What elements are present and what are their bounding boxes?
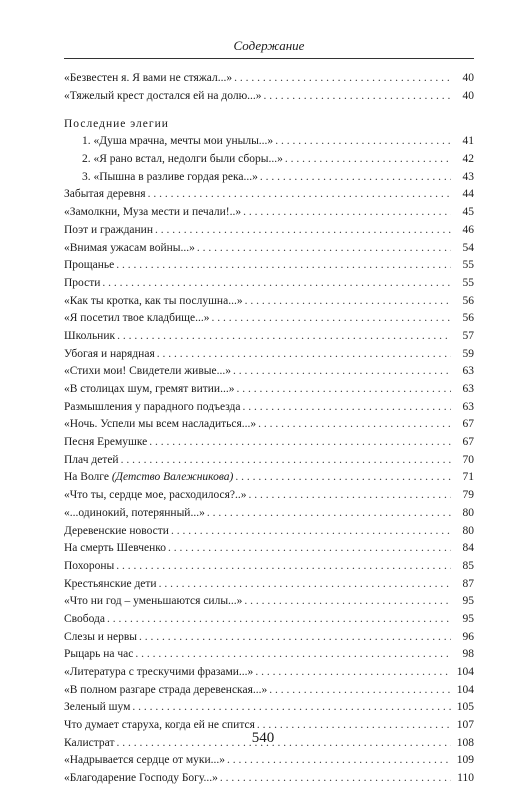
toc-entry — [64, 487, 474, 505]
toc-entry-page: 44 — [462, 188, 474, 201]
toc-entry-title-text: «Как ты кротка, как ты послушна...» — [64, 294, 243, 307]
leader-dots — [220, 770, 451, 788]
leader-dots — [243, 399, 451, 417]
toc-entry — [64, 434, 474, 452]
leader-dots — [148, 186, 451, 204]
toc-entry-page: 41 — [462, 135, 474, 148]
toc-entry — [64, 646, 474, 664]
header-rule — [64, 58, 474, 59]
leader-dots — [234, 70, 451, 88]
leader-dots — [116, 558, 451, 576]
toc-entry-title — [64, 593, 244, 611]
toc-entry-title-text: Похороны — [64, 559, 115, 572]
toc-entry-title-text: Забытая деревня — [64, 188, 146, 201]
toc-entry — [64, 133, 474, 151]
leader-dots — [249, 487, 452, 505]
toc-entry — [64, 593, 474, 611]
toc-entry-title-text: «Литература с трескучими фразами...» — [64, 666, 254, 678]
section-title: Последние элегии — [64, 118, 169, 131]
toc-group-main — [64, 186, 474, 787]
toc-entry — [64, 363, 474, 381]
table-of-contents — [64, 70, 474, 788]
leader-dots — [243, 204, 451, 222]
toc-entry-title-text: Школьник — [64, 329, 116, 342]
toc-entry-page: 63 — [462, 400, 474, 413]
toc-entry-title-text: «Тяжелый крест достался ей на долю...» — [64, 89, 262, 102]
toc-entry-title — [64, 416, 258, 434]
leader-dots — [107, 611, 451, 629]
toc-entry-title-text: 2. «Я рано встал, недолги были сборы...» — [82, 153, 283, 166]
toc-entry-page: 109 — [456, 754, 474, 767]
toc-group-top — [64, 70, 474, 105]
toc-entry-title — [64, 275, 102, 293]
toc-entry-page: 98 — [462, 648, 474, 661]
toc-entry-title-text: «Внимая ужасам войны...» — [64, 241, 195, 254]
toc-entry-page: 57 — [462, 329, 474, 342]
toc-entry-title — [64, 699, 132, 717]
toc-entry-page: 55 — [462, 259, 474, 272]
toc-entry-title-text: Размышления у парадного подъезда — [64, 400, 241, 413]
toc-entry-title — [64, 646, 135, 664]
toc-entry-title — [64, 346, 157, 364]
running-header: Содержание — [233, 38, 305, 53]
leader-dots — [285, 151, 451, 169]
toc-entry-page: 45 — [462, 206, 474, 219]
toc-entry — [64, 452, 474, 470]
leader-dots — [244, 593, 451, 611]
toc-entry-title-text: На Волге — [64, 471, 112, 484]
toc-entry-page: 43 — [462, 170, 474, 183]
toc-entry — [64, 399, 474, 417]
toc-entry-title-text: Прости — [64, 276, 101, 289]
toc-entry-title — [64, 611, 107, 629]
toc-entry-title-text: «Благодарение Господу Богу...» — [64, 772, 218, 785]
leader-dots — [255, 664, 451, 682]
toc-entry-title — [64, 186, 148, 204]
toc-entry-page: 104 — [456, 683, 474, 696]
leader-dots — [207, 505, 451, 523]
toc-entry-title-text: «Замолкни, Муза мести и печали!..» — [64, 206, 242, 219]
toc-entry-title — [64, 363, 233, 381]
leader-dots — [117, 328, 451, 346]
toc-entry-title-text: «Ночь. Успели мы всем насладиться...» — [64, 418, 257, 431]
toc-entry — [64, 310, 474, 328]
toc-entry-title-text: Плач детей — [64, 453, 119, 466]
toc-entry — [64, 505, 474, 523]
toc-entry-title-text: Песня Еремушке — [64, 436, 148, 449]
toc-entry — [64, 222, 474, 240]
toc-entry-page: 63 — [462, 365, 474, 378]
toc-entry-title — [64, 70, 234, 88]
toc-entry-page: 85 — [462, 559, 474, 572]
toc-entry — [64, 169, 474, 187]
toc-entry-page: 40 — [462, 89, 474, 102]
toc-entry-title-text: «В полном разгаре страда деревенская...» — [64, 683, 268, 696]
toc-entry-page: 105 — [456, 701, 474, 714]
toc-entry — [64, 664, 474, 682]
leader-dots — [159, 576, 451, 594]
leader-dots — [245, 293, 451, 311]
toc-entry-title-text: «Стихи мои! Свидетели живые...» — [64, 365, 231, 378]
toc-entry-page: 40 — [462, 72, 474, 84]
leader-dots — [235, 469, 451, 487]
toc-entry — [64, 523, 474, 541]
toc-entry-page: 42 — [462, 153, 474, 166]
leader-dots — [269, 682, 451, 700]
leader-dots — [171, 523, 451, 541]
toc-entry-page: 80 — [462, 524, 474, 537]
toc-entry-title — [64, 381, 236, 399]
leader-dots — [260, 169, 451, 187]
leader-dots — [155, 222, 451, 240]
toc-entry-title-text: Рыцарь на час — [64, 648, 134, 661]
toc-entry — [64, 576, 474, 594]
leader-dots — [149, 434, 451, 452]
toc-entry-title — [64, 682, 269, 700]
toc-entry-title — [64, 257, 116, 275]
toc-entry-title — [64, 576, 159, 594]
toc-group-sub — [64, 133, 474, 186]
toc-entry-page: 67 — [462, 436, 474, 449]
toc-entry — [64, 416, 474, 434]
leader-dots — [275, 133, 451, 151]
toc-entry-page: 55 — [462, 276, 474, 289]
leader-dots — [102, 275, 451, 293]
toc-entry-title-text: Что думает старуха, когда ей не спится — [64, 719, 255, 732]
toc-entry-title-text: «Что ты, сердце мое, расходилося?..» — [64, 489, 247, 502]
toc-entry-title — [64, 310, 212, 328]
toc-entry-page: 70 — [462, 453, 474, 466]
toc-entry — [64, 257, 474, 275]
toc-entry-title-text: «Я посетил твое кладбище...» — [64, 312, 210, 325]
toc-entry — [64, 346, 474, 364]
toc-entry-title — [64, 452, 121, 470]
toc-entry-title — [64, 752, 227, 770]
toc-entry-page: 84 — [462, 542, 474, 555]
toc-entry-title — [64, 434, 149, 452]
toc-entry-page: 104 — [456, 666, 474, 678]
toc-entry-page: 110 — [457, 772, 474, 785]
toc-entry-title — [64, 664, 255, 682]
toc-entry — [64, 629, 474, 647]
leader-dots — [197, 240, 451, 258]
toc-entry-page: 107 — [456, 719, 474, 732]
toc-entry — [64, 699, 474, 717]
leader-dots — [121, 452, 451, 470]
toc-entry — [64, 381, 474, 399]
toc-entry-title — [64, 540, 168, 558]
toc-entry-title — [64, 469, 235, 487]
toc-entry-title-text: Калистрат — [64, 736, 115, 749]
toc-entry-page: 96 — [462, 630, 474, 643]
toc-entry-page: 108 — [456, 736, 474, 749]
leader-dots — [212, 310, 452, 328]
leader-dots — [139, 629, 451, 647]
toc-entry-page: 67 — [462, 418, 474, 431]
leader-dots — [227, 752, 451, 770]
toc-entry — [64, 611, 474, 629]
leader-dots — [233, 363, 451, 381]
toc-entry — [64, 558, 474, 576]
toc-entry-page: 59 — [462, 347, 474, 360]
toc-entry — [64, 88, 474, 106]
toc-entry-title — [64, 328, 117, 346]
toc-entry-title — [82, 169, 260, 187]
toc-entry-title — [64, 222, 155, 240]
toc-entry — [64, 328, 474, 346]
toc-entry-title-text: Прощанье — [64, 259, 115, 272]
toc-entry — [64, 186, 474, 204]
toc-entry-title — [64, 558, 116, 576]
toc-entry — [64, 293, 474, 311]
toc-entry-page: 46 — [462, 223, 474, 236]
toc-entry-title — [64, 240, 197, 258]
toc-entry-title-text: Убогая и нарядная — [64, 347, 155, 360]
toc-entry-title — [64, 399, 243, 417]
toc-entry-page: 54 — [462, 241, 474, 254]
toc-entry — [64, 240, 474, 258]
toc-entry-page: 95 — [462, 595, 474, 608]
toc-entry-page: 56 — [462, 294, 474, 307]
toc-entry-title-text: 1. «Душа мрачна, мечты мои унылы...» — [82, 135, 274, 148]
leader-dots — [157, 346, 451, 364]
toc-entry-page: 63 — [462, 383, 474, 395]
toc-entry-page: 79 — [462, 489, 474, 502]
toc-entry-title-text: «Безвестен я. Я вами не стяжал...» — [64, 72, 233, 84]
toc-entry-title-text: «В столицах шум, гремят витии...» — [64, 383, 235, 395]
toc-entry-title-text: Крестьянские дети — [64, 577, 157, 590]
toc-entry-page: 71 — [462, 471, 474, 484]
leader-dots — [236, 381, 451, 399]
toc-entry — [64, 469, 474, 487]
toc-entry-title-text: «Надрывается сердце от муки...» — [64, 754, 225, 767]
leader-dots — [168, 540, 451, 558]
leader-dots — [132, 699, 451, 717]
toc-entry — [64, 70, 474, 88]
toc-entry-page: 87 — [462, 577, 474, 590]
toc-entry-title — [64, 629, 139, 647]
toc-entry-title-text: «...одинокий, потерянный...» — [64, 506, 205, 519]
toc-entry-title — [64, 204, 243, 222]
toc-entry — [64, 540, 474, 558]
toc-entry-title-italic: (Детство Валежникова) — [111, 471, 234, 484]
toc-entry — [64, 682, 474, 700]
page-number: 540 — [251, 730, 275, 746]
leader-dots — [135, 646, 451, 664]
toc-entry — [64, 752, 474, 770]
toc-entry-title — [64, 293, 245, 311]
toc-entry-title-text: 3. «Пышна в разливе гордая река...» — [82, 170, 258, 183]
toc-entry-title-text: На смерть Шевченко — [64, 542, 167, 555]
toc-entry-title — [64, 523, 171, 541]
toc-entry-title-text: Слезы и нервы — [64, 630, 137, 643]
toc-entry — [64, 151, 474, 169]
leader-dots — [258, 416, 451, 434]
toc-entry-title-text: Деревенские новости — [64, 524, 169, 537]
toc-entry-title-text: Поэт и гражданин — [64, 223, 153, 236]
toc-entry-page: 95 — [462, 612, 474, 625]
toc-entry-page: 56 — [462, 312, 474, 325]
toc-entry-page: 80 — [462, 506, 474, 519]
toc-entry-title — [82, 133, 275, 151]
toc-entry-title — [64, 487, 249, 505]
toc-entry-title-text: «Что ни год – уменьшаются силы...» — [64, 595, 243, 608]
toc-entry — [64, 275, 474, 293]
toc-entry — [64, 770, 474, 788]
leader-dots — [116, 257, 451, 275]
toc-entry-title-text: Свобода — [64, 612, 105, 625]
toc-entry — [64, 204, 474, 222]
leader-dots — [264, 88, 451, 106]
toc-entry-title — [64, 770, 220, 788]
toc-entry-title — [64, 505, 207, 523]
toc-entry-title — [64, 88, 264, 106]
toc-entry-title-text: Зеленый шум — [64, 701, 131, 714]
toc-entry-title — [82, 151, 285, 169]
